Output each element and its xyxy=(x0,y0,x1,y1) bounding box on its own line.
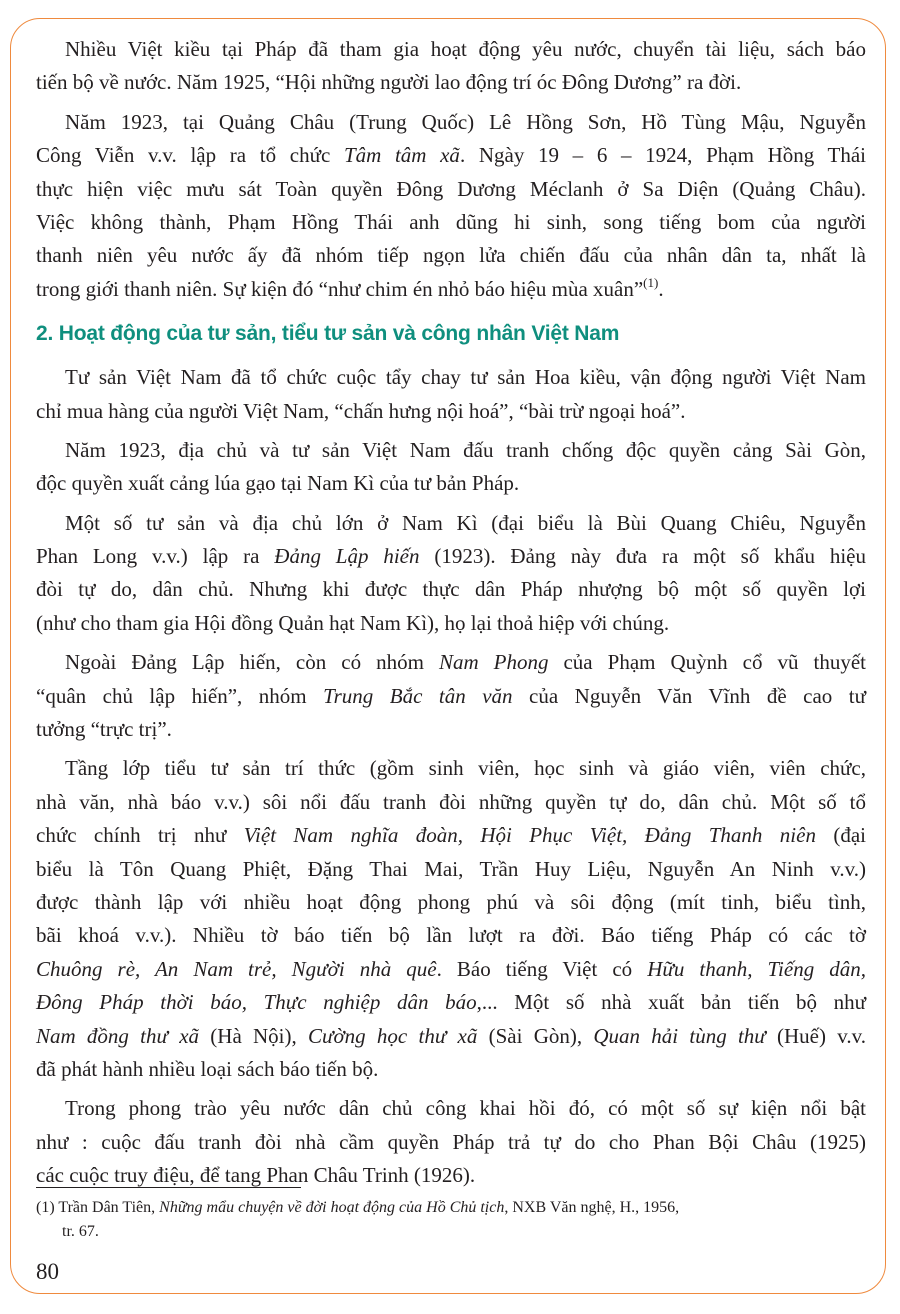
text-run: Tầng lớp tiểu tư sản trí thức (gồm sinh viên, học sinh và giáo viên, viên chức, xyxy=(65,756,866,781)
text-run: Năm 1923, địa chủ và tư sản Việt Nam đấu tranh chống độc quyền cảng Sài Gòn, xyxy=(65,437,866,462)
text-run: như : cuộc đấu tranh đòi nhà cầm quyền Pháp trả tự do cho Phan Bội Châu (1925) xyxy=(36,1129,866,1154)
footnote-title: Những mẩu chuyện về đời hoạt động của Hồ Chủ tịch xyxy=(159,1199,505,1216)
paragraph xyxy=(36,646,866,746)
text-run: đòi tự do, dân chủ. Nhưng khi được thực dân Pháp nhượng bộ một số quyền lợi xyxy=(36,577,866,602)
footnote-reference: (1) xyxy=(643,274,659,290)
text-line xyxy=(36,106,866,139)
section-1-text xyxy=(36,33,866,306)
italic-title: Cường học thư xã xyxy=(308,1023,478,1048)
text-line xyxy=(36,1020,866,1053)
text-run: độc quyền xuất cảng lúa gạo tại Nam Kì của tư bản Pháp. xyxy=(36,471,520,496)
text-line xyxy=(36,395,866,428)
text-line xyxy=(36,206,866,239)
paragraph xyxy=(36,434,866,501)
text-line xyxy=(36,434,866,467)
footnote-publisher: , NXB Văn nghệ, H., 1956, xyxy=(504,1199,680,1216)
text-line xyxy=(36,66,866,99)
text-run: (Sài Gòn), xyxy=(477,1023,594,1048)
text-run: biểu là Tôn Quang Phiệt, Đặng Thai Mai, Trần Huy Liệu, Nguyễn An Ninh v.v.) xyxy=(36,856,866,881)
text-line xyxy=(36,239,866,272)
text-line xyxy=(36,173,866,206)
text-run: chức chính trị như xyxy=(36,823,244,848)
text-run: (đại xyxy=(815,823,866,848)
text-line xyxy=(36,1092,866,1125)
paragraph xyxy=(36,1092,866,1192)
text-run: . Ngày 19 – 6 – 1924, Phạm Hồng Thái xyxy=(459,143,866,168)
italic-title: Đông Pháp thời báo, Thực nghiệp dân báo xyxy=(36,990,477,1015)
text-run: Phan Long v.v.) lập ra xyxy=(36,544,275,569)
text-line xyxy=(36,986,866,1019)
paragraph xyxy=(36,507,866,641)
footnote xyxy=(36,1196,866,1244)
italic-title: Nam Phong xyxy=(438,650,549,675)
footnote-divider xyxy=(36,1187,301,1188)
italic-title: Tâm tâm xã xyxy=(343,143,460,168)
text-run: được thành lập với nhiều hoạt động phong phú và sôi động (mít tinh, biểu tình, xyxy=(36,889,866,914)
text-run: tiến bộ về nước. Năm 1925, “Hội những người lao động trí óc Đông Dương” ra đời. xyxy=(36,70,742,95)
italic-title: Việt Nam nghĩa đoàn, Hội Phục Việt, Đảng Thanh niên xyxy=(243,823,816,848)
text-run: của Phạm Quỳnh cổ vũ thuyết xyxy=(548,650,867,675)
text-line xyxy=(36,853,866,886)
italic-title: Hữu thanh, Tiếng dân, xyxy=(647,956,866,981)
text-run: thanh niên yêu nước ấy đã nhóm tiếp ngọn lửa chiến đấu của nhân dân ta, nhất là xyxy=(36,243,866,268)
paragraph xyxy=(36,361,866,428)
text-run: các cuộc truy điệu, để tang Phan Châu Trinh (1926). xyxy=(36,1163,476,1188)
italic-title: Trung Bắc tân văn xyxy=(323,683,513,708)
text-line xyxy=(36,139,866,172)
text-run: Nhiều Việt kiều tại Pháp đã tham gia hoạt động yêu nước, chuyển tài liệu, sách báo xyxy=(65,37,866,61)
text-run: đã phát hành nhiều loại sách báo tiến bộ. xyxy=(36,1056,379,1081)
footnote-marker: (1) xyxy=(36,1199,55,1216)
text-line xyxy=(36,886,866,919)
paragraph xyxy=(36,752,866,1086)
text-run: (1923). Đảng này đưa ra một số khẩu hiệu xyxy=(419,544,866,569)
text-line xyxy=(36,361,866,394)
text-run: . xyxy=(658,276,664,301)
text-run: Việc không thành, Phạm Hồng Thái anh dũng hi sinh, song tiếng bom của người xyxy=(36,209,866,234)
footnote-author: Trần Dân Tiên, xyxy=(54,1199,160,1216)
text-line xyxy=(36,507,866,540)
italic-title: Quan hải tùng thư xyxy=(593,1023,766,1048)
italic-title: Chuông rè, An Nam trẻ, Người nhà quê xyxy=(36,956,437,981)
text-run: tưởng “trực trị”. xyxy=(36,717,172,742)
text-line xyxy=(36,953,866,986)
text-line xyxy=(36,819,866,852)
text-line xyxy=(36,1126,866,1159)
section-2-text xyxy=(36,361,866,1192)
page-number: 80 xyxy=(36,1259,59,1284)
text-line xyxy=(36,786,866,819)
text-run: (Huế) v.v. xyxy=(765,1023,866,1048)
text-run: ,... Một số nhà xuất bản tiến bộ như xyxy=(476,990,866,1015)
text-run: bãi khoá v.v.). Nhiều tờ báo tiến bộ lần lượt ra đời. Báo tiếng Pháp có các tờ xyxy=(36,923,866,948)
text-run: (Hà Nội), xyxy=(199,1023,309,1048)
text-line xyxy=(36,752,866,785)
footnote-line xyxy=(36,1196,866,1220)
text-run: của Nguyễn Văn Vĩnh đề cao tư xyxy=(512,683,866,708)
italic-title: Đảng Lập hiến xyxy=(274,544,420,569)
text-run: chỉ mua hàng của người Việt Nam, “chấn hưng nội hoá”, “bài trừ ngoại hoá”. xyxy=(36,398,686,423)
text-run: Trong phong trào yêu nước dân chủ công khai hồi đó, có một số sự kiện nổi bật xyxy=(65,1096,866,1121)
text-line xyxy=(36,713,866,746)
text-run: nhà văn, nhà báo v.v.) sôi nổi đấu tranh đòi những quyền tự do, dân chủ. Một số tổ xyxy=(36,789,866,814)
paragraph xyxy=(36,33,866,100)
text-line xyxy=(36,273,866,306)
text-run: Năm 1923, tại Quảng Châu (Trung Quốc) Lê Hồng Sơn, Hồ Tùng Mậu, Nguyễn xyxy=(65,109,866,134)
text-run: “quân chủ lập hiến”, nhóm xyxy=(36,683,324,708)
text-run: Ngoài Đảng Lập hiến, còn có nhóm xyxy=(65,650,439,675)
text-line xyxy=(36,33,866,66)
page-body xyxy=(36,33,866,1199)
text-run: Một số tư sản và địa chủ lớn ở Nam Kì (đại biểu là Bùi Quang Chiêu, Nguyễn xyxy=(65,510,866,535)
italic-title: Nam đồng thư xã xyxy=(36,1023,200,1048)
text-run: trong giới thanh niên. Sự kiện đó “như chim én nhỏ báo hiệu mùa xuân” xyxy=(36,276,644,301)
text-line xyxy=(36,573,866,606)
text-line xyxy=(36,919,866,952)
section-heading: 2. Hoạt động của tư sản, tiểu tư sản và công nhân Việt Nam xyxy=(36,322,620,346)
text-run: thực hiện việc mưu sát Toàn quyền Đông Dương Méclanh ở Sa Diện (Quảng Châu). xyxy=(36,176,866,201)
text-run: (như cho tham gia Hội đồng Quản hạt Nam Kì), họ lại thoả hiệp với chúng. xyxy=(36,610,670,635)
text-line xyxy=(36,646,866,679)
footnote-pages: tr. 67. xyxy=(62,1223,99,1240)
paragraph xyxy=(36,106,866,306)
text-line xyxy=(36,607,866,640)
text-run: . Báo tiếng Việt có xyxy=(436,956,648,981)
text-line xyxy=(36,540,866,573)
text-run: Công Viễn v.v. lập ra tổ chức xyxy=(36,143,344,168)
text-line xyxy=(36,680,866,713)
text-line xyxy=(36,467,866,500)
text-run: Tư sản Việt Nam đã tổ chức cuộc tẩy chay tư sản Hoa kiều, vận động người Việt Nam xyxy=(65,365,866,390)
text-line xyxy=(36,1053,866,1086)
